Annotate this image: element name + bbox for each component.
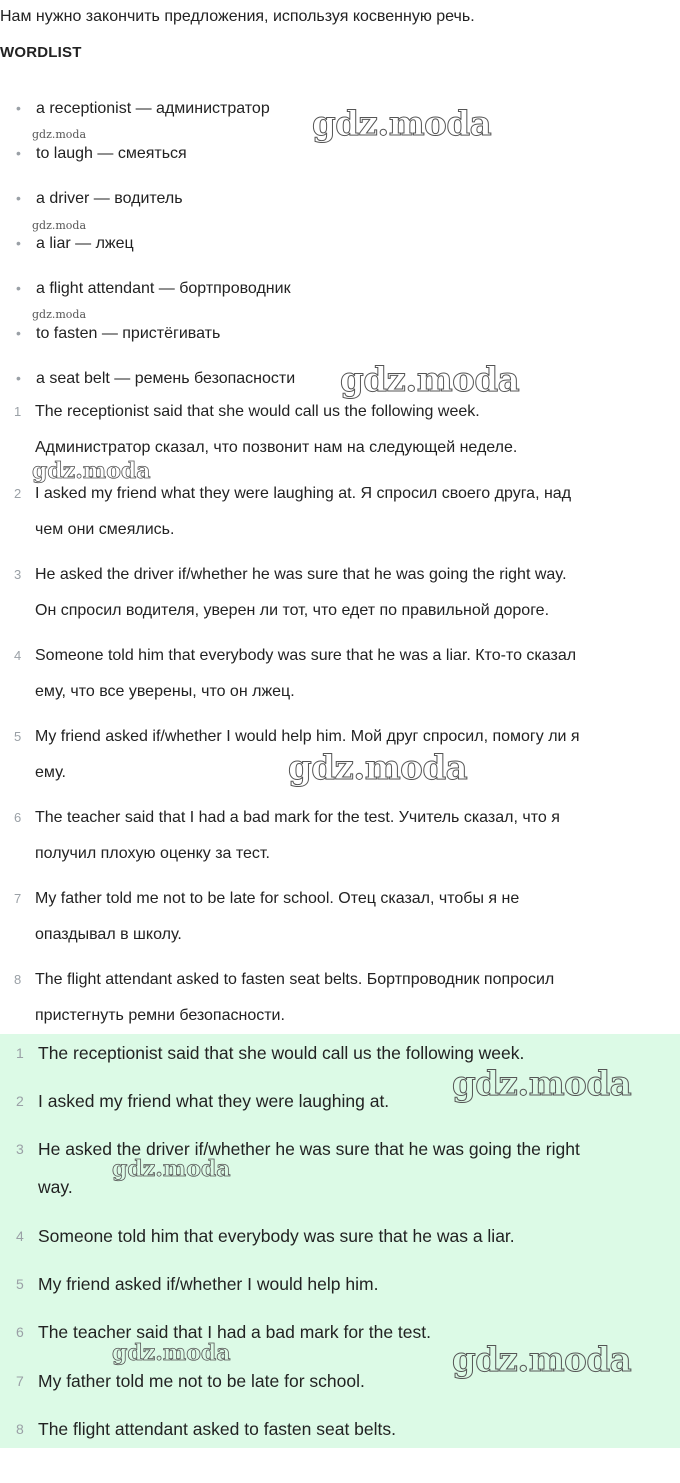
watermark-logo: gdz.moda [32,128,87,141]
item-line: The receptionist said that she would call us the following week. [35,403,480,420]
bullet-icon: • [16,145,21,161]
answer-item [0,1217,680,1255]
item-number: 3 [14,567,22,582]
item-line: I asked my friend what they were laughing at. Я спросил своего друга, над [35,485,572,502]
list-item [0,719,672,791]
answer-item [0,1034,680,1072]
answer-number: 4 [16,1228,24,1244]
wordlist-item-text: to fasten — пристёгивать [36,325,221,342]
item-line: My father told me not to be late for school. Отец сказал, чтобы я не [35,890,520,907]
bullet-icon: • [16,100,21,116]
item-line: The teacher said that I had a bad mark for the test. Учитель сказал, что я [35,809,560,826]
item-line: пристегнуть ремни безопасности. [35,1007,285,1024]
wordlist-item [16,143,187,164]
wordlist-item [16,188,183,209]
intro-text: Нам нужно закончить предложения, используя косвенную речь. [0,8,475,25]
answer-item [0,1082,680,1120]
answer-number: 1 [16,1045,24,1061]
list-item [0,394,672,466]
wordlist-heading: WORDLIST [0,44,82,61]
wordlist-item-text: a flight attendant — бортпроводник [36,280,291,297]
answer-item [0,1265,680,1303]
answer-text: way. [38,1177,73,1197]
bullet-icon: • [16,325,21,341]
item-line: чем они смеялись. [35,521,175,538]
item-number: 2 [14,486,22,501]
item-line: He asked the driver if/whether he was sure that he was going the right way. [35,566,567,583]
answer-number: 8 [16,1421,24,1437]
item-line: Администратор сказал, что позвонит нам на следующей неделе. [35,439,518,456]
answer-item [0,1130,680,1206]
list-item [0,881,672,953]
wordlist-item-text: to laugh — смеяться [36,145,187,162]
list-item [0,638,672,710]
answer-item [0,1362,680,1400]
bullet-icon: • [16,280,21,296]
item-line: My friend asked if/whether I would help him. Мой друг спросил, помогу ли я [35,728,580,745]
bullet-icon: • [16,235,21,251]
answer-number: 2 [16,1093,24,1109]
answer-text: The teacher said that I had a bad mark for the test. [38,1322,431,1342]
watermark-logo: gdz.moda [312,104,492,144]
answer-text: The receptionist said that she would call us the following week. [38,1043,525,1063]
watermark-logo: gdz.moda [288,748,468,788]
wordlist-item-text: a liar — лжец [36,235,134,252]
answer-box [0,1034,680,1448]
item-line: ему. [35,764,66,781]
answer-number: 3 [16,1141,24,1157]
wordlist-item-text: a seat belt — ремень безопасности [36,370,296,387]
item-number: 4 [14,648,22,663]
bullet-icon: • [16,190,21,206]
answer-text: My friend asked if/whether I would help him. [38,1274,379,1294]
wordlist-item [16,233,134,254]
answer-text: He asked the driver if/whether he was sure that he was going the right [38,1139,580,1159]
answer-number: 6 [16,1324,24,1340]
watermark-logo: gdz.moda [340,360,520,400]
answer-text: My father told me not to be late for school. [38,1371,365,1391]
answer-text: The flight attendant asked to fasten seat belts. [38,1419,397,1439]
answer-text: Someone told him that everybody was sure that he was a liar. [38,1226,515,1246]
item-number: 1 [14,404,22,419]
item-line: ему, что все уверены, что он лжец. [35,683,295,700]
wordlist-item [16,278,291,299]
wordlist-item [16,323,220,344]
item-number: 6 [14,810,22,825]
answer-item [0,1313,680,1351]
list-item [0,800,672,872]
wordlist-item [16,98,270,119]
item-line: The flight attendant asked to fasten seat belts. Бортпроводник попросил [35,971,555,988]
item-line: получил плохую оценку за тест. [35,845,270,862]
list-item [0,962,672,1034]
watermark-logo: gdz.moda [32,308,87,321]
item-number: 8 [14,972,22,987]
item-line: опаздывал в школу. [35,926,182,943]
answer-text: I asked my friend what they were laughing at. [38,1091,390,1111]
watermark-logo: gdz.moda [32,219,87,232]
item-number: 7 [14,891,22,906]
item-line: Он спросил водителя, уверен ли тот, что едет по правильной дороге. [35,602,550,619]
wordlist-item-text: a receptionist — администратор [36,100,270,117]
watermark-logo: gdz.moda [32,458,151,484]
item-number: 5 [14,729,22,744]
wordlist-item-text: a driver — водитель [36,190,183,207]
answer-item [0,1410,680,1448]
list-item [0,557,672,629]
list-item [0,476,672,548]
item-line: Someone told him that everybody was sure that he was a liar. Кто-то сказал [35,647,577,664]
answer-number: 5 [16,1276,24,1292]
wordlist-item [16,368,295,389]
answer-number: 7 [16,1373,24,1389]
bullet-icon: • [16,370,21,386]
